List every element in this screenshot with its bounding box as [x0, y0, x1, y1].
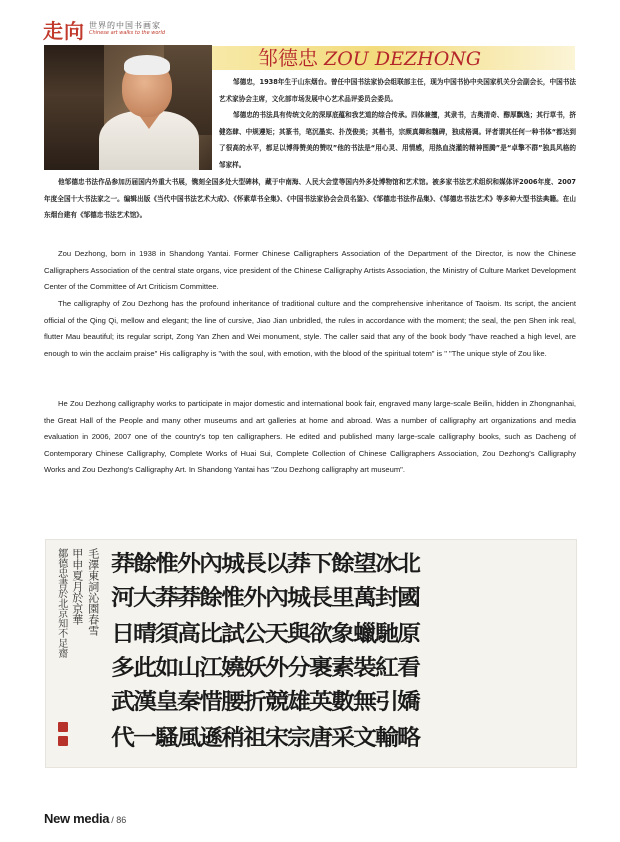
cn-paragraph-1: 邹德忠，1938年生于山东烟台。曾任中国书法家协会组联部主任，现为中国书协中央国家机关分会副会长，中国书法艺术家协会主席，文化部市场发展中心艺术品评委员会委员。 — [219, 78, 576, 103]
artist-name — [258, 46, 481, 72]
artwork-character: 稍 — [221, 724, 245, 751]
artist-name-cn: 邹德忠 — [258, 46, 318, 70]
logo-sub-cn: 世界的中国书画家 — [89, 21, 161, 30]
magazine-logo — [43, 16, 165, 42]
artwork-character: 腰 — [221, 688, 245, 715]
artwork-character: 里 — [331, 584, 355, 611]
artwork-character: 象 — [331, 620, 355, 647]
artwork-character: 多 — [111, 654, 135, 681]
artwork-character: 數 — [331, 688, 355, 715]
artwork-character: 唐 — [309, 724, 333, 751]
artwork-character: 莽 — [177, 584, 201, 611]
artwork-character: 以 — [265, 550, 289, 577]
artwork-character: 宗 — [287, 724, 311, 751]
artwork-character: 山 — [177, 654, 201, 681]
artwork-character: 天 — [265, 620, 289, 647]
artwork-character: 一 — [133, 724, 157, 751]
artwork-character: 馳 — [375, 620, 399, 647]
artwork-character: 外 — [243, 584, 267, 611]
artwork-character: 風 — [177, 724, 201, 751]
artwork-row-6 — [112, 720, 420, 752]
artwork-character: 折 — [243, 688, 267, 715]
artwork-character: 輸 — [375, 724, 399, 751]
artwork-character: 嬌 — [397, 688, 421, 715]
artwork-character: 競 — [265, 688, 289, 715]
artwork-character: 惟 — [155, 550, 179, 577]
artwork-character: 欲 — [309, 620, 333, 647]
artwork-character: 下 — [309, 550, 333, 577]
artwork-character: 高 — [177, 620, 201, 647]
artwork-character: 惜 — [199, 688, 223, 715]
artwork-inscription-col-1: 毛澤東詞沁園春雪 — [86, 548, 100, 636]
artwork-character: 封 — [375, 584, 399, 611]
artwork-character: 遜 — [199, 724, 223, 751]
artwork-row-2 — [112, 580, 420, 612]
artwork-character: 萬 — [353, 584, 377, 611]
en-paragraph-2: The calligraphy of Zou Dezhong has the profound inheritance of traditional culture and the comprehensive inheritance of Taoism. Its script, the ancient official of the Qing Qi, mellow and elegant; the line of cursive, Jiao Jian unbridled, the rules in accordance with the moment; the seal, the pen Shen ink real, flutter Mau beautiful; its regular script, Zong Yan Zhen and Wei monument, style. The caller said that any of the book body "have reached a high level, are enough to win the acclaim praise" His calligraphy is "with the soul, with emotion, with the blood of the spiritual totem" is " "The unique style of Zou like. — [44, 299, 576, 358]
artwork-character: 冰 — [375, 550, 399, 577]
artwork-character: 素 — [331, 654, 355, 681]
photo-background — [44, 45, 104, 170]
logo-sub — [89, 22, 165, 36]
artwork-character: 裹 — [309, 654, 333, 681]
artwork-character: 內 — [199, 550, 223, 577]
artwork-character: 須 — [155, 620, 179, 647]
artwork-character: 比 — [199, 620, 223, 647]
photo-figure-hair — [124, 55, 170, 75]
artwork-character: 引 — [375, 688, 399, 715]
artwork-character: 外 — [177, 550, 201, 577]
artwork-character: 城 — [221, 550, 245, 577]
page-footer — [44, 811, 126, 826]
artwork-character: 此 — [133, 654, 157, 681]
artwork-character: 裝 — [353, 654, 377, 681]
artwork-row-5 — [112, 684, 420, 716]
artwork-character: 大 — [133, 584, 157, 611]
artwork-character: 長 — [309, 584, 333, 611]
artwork-character: 北 — [397, 550, 421, 577]
artwork-character: 餘 — [133, 550, 157, 577]
artwork-row-1 — [112, 546, 420, 578]
logo-main-text: 走向 — [43, 18, 85, 43]
artwork-character: 莽 — [287, 550, 311, 577]
cn-paragraph-3: 他邹德忠书法作品参加历届国内外重大书展，镌刻全国多处大型碑林，藏于中南海、人民大会堂等国内外多处博物馆和艺术馆。被多家书法艺术组织和媒体评2006年度、2007年度全国十大书法家之一。编辑出版《当代中国书法艺术大成》、《怀素草书全集》、《中国书法家协会会员名鉴》、《邹德忠书法作品集》、《邹德忠书法艺术》等多种大型书法典籍。在山东烟台建有《邹德忠书法艺术馆》。 — [44, 178, 576, 220]
artwork-character: 英 — [309, 688, 333, 715]
artwork-character: 望 — [353, 550, 377, 577]
artwork-character: 莽 — [155, 584, 179, 611]
artwork-character: 惟 — [221, 584, 245, 611]
artwork-character: 代 — [111, 724, 135, 751]
artwork-character: 嬈 — [221, 654, 245, 681]
page-number: / 86 — [111, 815, 127, 825]
artwork-character: 城 — [287, 584, 311, 611]
en-paragraph-1: Zou Dezhong, born in 1938 in Shandong Yantai. Former Chinese Calligraphers Association of the Department of the Director, is now the Chinese Calligraphers Association of the central state organs, vice president of the Chinese Calligraphy Artists Association, the Ministry of Culture Market Development Center of the Committee of Art Criticism Committee. — [44, 249, 576, 292]
artist-name-en: ZOU DEZHONG — [324, 48, 482, 70]
artwork-character: 騷 — [155, 724, 179, 751]
artwork-character: 如 — [155, 654, 179, 681]
artwork-character: 漢 — [133, 688, 157, 715]
artwork-row-4 — [112, 650, 420, 682]
artwork-character: 與 — [287, 620, 311, 647]
artwork-character: 無 — [353, 688, 377, 715]
footer-brand: New media — [44, 811, 110, 826]
calligraphy-artwork — [45, 539, 577, 768]
artwork-character: 略 — [397, 724, 421, 751]
artwork-character: 蠟 — [353, 620, 377, 647]
logo-sub-en: Chinese art walks to the world — [89, 30, 166, 36]
artwork-character: 宋 — [265, 724, 289, 751]
artwork-character: 紅 — [375, 654, 399, 681]
artist-photo — [44, 45, 212, 170]
artwork-character: 武 — [111, 688, 135, 715]
en-paragraph-3: He Zou Dezhong calligraphy works to participate in major domestic and international book fair, engraved many large-scale Beilin, hidden in Zhongnanhai, the Great Hall of the People and many other museums and art galleries at home and abroad. Was a number of calligraphy art organizations and media evaluation in 2006, 2007 one of the country's top ten calligraphers. He edited and published many large-scale calligraphy books, such as Dacheng of Contemporary Chinese Calligraphy, Complete Works of Huai Sui, Complete Collection of Chinese Calligraphers Association, Zou Dezhong's Calligraphy Works and Zou Dezhong's Calligraphy Art. In Shandong Yantai has "Zou Dezhong calligraphy art museum". — [44, 399, 576, 475]
artwork-character: 雄 — [287, 688, 311, 715]
artwork-character: 餘 — [199, 584, 223, 611]
artwork-character: 長 — [243, 550, 267, 577]
artwork-inscription-col-2: 甲申夏月於京華 — [70, 548, 84, 625]
artwork-character: 河 — [111, 584, 135, 611]
artwork-character: 日 — [111, 620, 135, 647]
artwork-character: 采 — [331, 724, 355, 751]
cn-paragraph-2: 邹德忠的书法具有传统文化的深厚底蕴和我艺道的综合传承。四体兼擅，其隶书，古奥清奇、醇厚飘逸；其行草书，挤健恣肆、中规遵矩；其篆书，笔沉墨实、扑茂俊美；其楷书，宗颜真卿和魏碑，独成格调。评者谓其任何一种书体“都达到了很高的水平，都足以博得赞美的赞叹”他的书法是“用心灵、用情感，用热血浇灌的精神图腾”是“卓擎不群”独具风格的邹家样。 — [219, 111, 576, 170]
artwork-seal-1 — [58, 722, 68, 732]
artwork-character: 祖 — [243, 724, 267, 751]
artwork-seal-2 — [58, 736, 68, 746]
artwork-character: 皇 — [155, 688, 179, 715]
artwork-character: 國 — [397, 584, 421, 611]
artwork-character: 妖 — [243, 654, 267, 681]
artwork-character: 莽 — [111, 550, 135, 577]
artwork-character: 晴 — [133, 620, 157, 647]
name-banner — [212, 46, 575, 70]
artwork-character: 內 — [265, 584, 289, 611]
artwork-character: 公 — [243, 620, 267, 647]
artwork-character: 分 — [287, 654, 311, 681]
artwork-inscription-col-3: 鄒德忠書於北京知不足齋 — [55, 548, 67, 658]
artwork-character: 看 — [397, 654, 421, 681]
artwork-character: 秦 — [177, 688, 201, 715]
artwork-row-3 — [112, 616, 420, 648]
artwork-character: 外 — [265, 654, 289, 681]
artwork-character: 原 — [397, 620, 421, 647]
artwork-character: 江 — [199, 654, 223, 681]
artwork-character: 試 — [221, 620, 245, 647]
artwork-character: 餘 — [331, 550, 355, 577]
artwork-character: 文 — [353, 724, 377, 751]
